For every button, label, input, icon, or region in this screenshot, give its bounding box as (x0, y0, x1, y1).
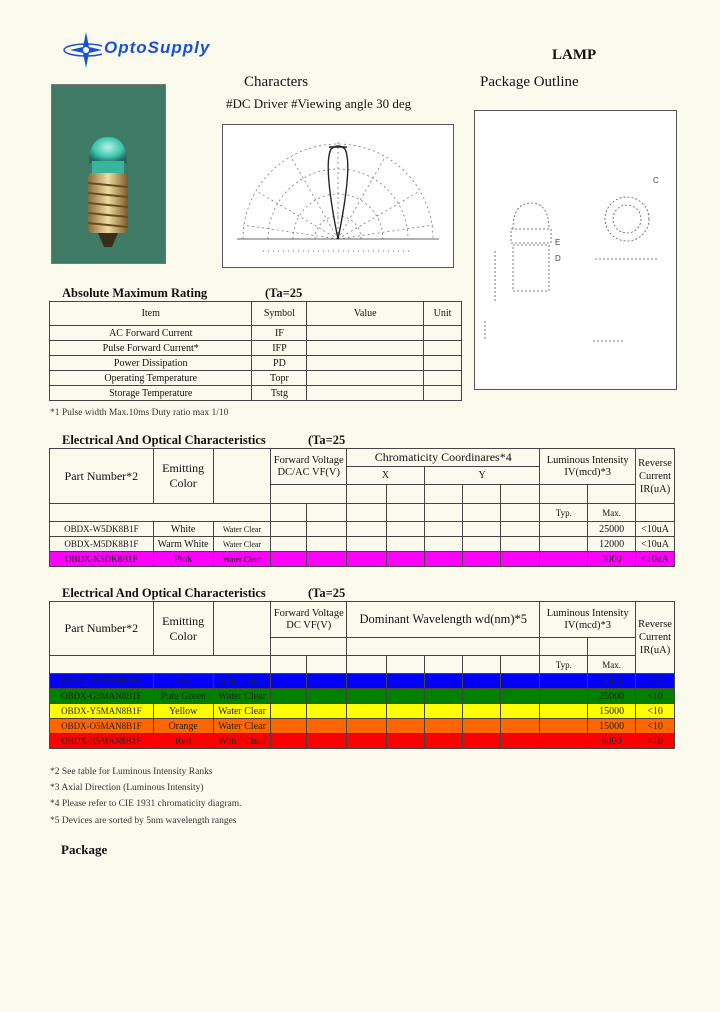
col-header-typ: Typ. (540, 656, 588, 674)
unit-cell (424, 341, 462, 356)
blank-cell (462, 704, 500, 719)
blank-cell (424, 674, 462, 689)
emit-cell: Pink (153, 552, 213, 567)
blank-cell (307, 552, 347, 567)
blank-cell (307, 656, 347, 674)
blank-cell (347, 537, 387, 552)
blank-cell (424, 704, 462, 719)
spec-row-blank (50, 504, 271, 522)
col-header-emit: Emitting Color (153, 449, 213, 504)
col-header-part: Part Number*2 (50, 449, 154, 504)
blank-cell (387, 689, 425, 704)
emit-cell: Blue (153, 674, 213, 689)
abs-max-condition: (Ta=25 (265, 286, 303, 300)
item-cell: Power Dissipation (50, 356, 252, 371)
blank-cell (424, 656, 462, 674)
ir-cell: <10 (636, 704, 675, 719)
blank-cell (424, 552, 462, 567)
blank-cell (307, 734, 347, 749)
blank-cell (387, 734, 425, 749)
table-row (50, 689, 675, 704)
max-cell: 3000 (588, 552, 636, 567)
blank-cell (387, 656, 425, 674)
blank-cell (424, 537, 462, 552)
col-header-chromaticity: Chromaticity Coordinares*4 (347, 449, 540, 467)
symbol-cell: PD (252, 356, 307, 371)
max-cell: 12000 (588, 537, 636, 552)
x-subheader (386, 485, 424, 504)
outline-graphic (475, 111, 676, 389)
y-subheader (500, 485, 540, 504)
lens-cell: Water Clear (213, 552, 271, 567)
blank-cell (424, 522, 462, 537)
ir-cell: <10 (636, 674, 675, 689)
lens-cell: Water Clear (213, 537, 271, 552)
ir-cell: <10uA (636, 522, 675, 537)
viewing-angle-diagram (222, 124, 454, 268)
y-subheader (424, 485, 462, 504)
blank-cell (540, 704, 588, 719)
item-cell: AC Forward Current (50, 326, 252, 341)
unit-cell (424, 326, 462, 341)
star-icon (62, 30, 102, 70)
col-header-typ: Typ. (540, 504, 588, 522)
footnote: *5 Devices are sorted by 5nm wavelength ranges (50, 816, 237, 826)
col-header-lens (213, 602, 271, 656)
col-header-item: Item (50, 302, 252, 326)
blank-cell (540, 674, 588, 689)
lens-cell: Water Clear (213, 719, 271, 734)
table-row (50, 326, 462, 341)
blank-cell (386, 504, 424, 522)
dim-label: D (555, 254, 561, 263)
blank-cell (540, 719, 588, 734)
footnote: *2 See table for Luminous Intensity Ranks (50, 767, 213, 777)
blank-cell (500, 734, 540, 749)
max-cell: 5000 (588, 674, 636, 689)
col-header-part: Part Number*2 (50, 602, 154, 656)
blank-cell (424, 689, 462, 704)
blank-cell (462, 734, 500, 749)
doc-type: LAMP (552, 47, 597, 63)
blank-cell (500, 719, 540, 734)
part-cell: OBDX-B5MAN8B1F (50, 674, 154, 689)
table-row (50, 704, 675, 719)
blank-cell (588, 638, 636, 656)
blank-cell (500, 689, 540, 704)
item-cell: Pulse Forward Current* (50, 341, 252, 356)
blank-cell (500, 656, 540, 674)
blank-cell (271, 504, 307, 522)
vf-subheader (271, 485, 347, 504)
value-cell (307, 356, 424, 371)
abs-max-note: *1 Pulse width Max.10ms Duty ratio max 1/10 (50, 408, 229, 418)
ir-cell: <10 (636, 689, 675, 704)
blank-cell (307, 704, 347, 719)
col-header-lens (213, 449, 271, 504)
abs-max-title: Absolute Maximum Rating (62, 286, 208, 300)
footnote: *4 Please refer to CIE 1931 chromaticity diagram. (50, 799, 242, 809)
unit-cell (424, 371, 462, 386)
col-header-y: Y (424, 467, 540, 485)
max-cell: 15000 (588, 719, 636, 734)
col-header-max-blank (588, 485, 636, 504)
blank-cell (424, 719, 462, 734)
ir-cell: <10uA (636, 537, 675, 552)
blank-cell (387, 719, 425, 734)
blank-cell (387, 704, 425, 719)
lens-cell: Water Clear (213, 734, 271, 749)
eo2-condition: (Ta=25 (308, 586, 346, 600)
blank-cell (462, 689, 500, 704)
blank-cell (462, 656, 500, 674)
x-subheader (347, 485, 387, 504)
blank-cell (462, 552, 500, 567)
ir-cell: <10 (636, 719, 675, 734)
col-header-typ-blank (540, 485, 588, 504)
blank-cell (347, 674, 387, 689)
emit-cell: White (153, 522, 213, 537)
lens-cell: Water Clear (213, 522, 271, 537)
blank-cell (271, 689, 307, 704)
max-cell: 25000 (588, 522, 636, 537)
blank-cell (347, 638, 540, 656)
item-cell: Storage Temperature (50, 386, 252, 401)
table-row (50, 341, 462, 356)
table-row (50, 719, 675, 734)
blank-cell (347, 704, 387, 719)
part-cell: OBDX-W5DK8B1F (50, 522, 154, 537)
part-cell: OBDX-K5DK8B1F (50, 552, 154, 567)
part-cell: OBDX-O5MAN8B1F (50, 719, 154, 734)
y-subheader (462, 485, 500, 504)
part-cell: OBDX-G5MAN8B1F (50, 689, 154, 704)
blank-cell (540, 689, 588, 704)
part-cell: OBDX-R5MAN8B1F (50, 734, 154, 749)
blank-cell (540, 638, 588, 656)
blank-cell (347, 689, 387, 704)
blank-cell (271, 552, 307, 567)
col-header-max: Max. (588, 504, 636, 522)
col-header-dominant: Dominant Wavelength wd(nm)*5 (347, 602, 540, 638)
max-cell: 15000 (588, 704, 636, 719)
lens-cell: Water Clear (213, 689, 271, 704)
table-row (50, 356, 462, 371)
blank-cell (500, 674, 540, 689)
blank-cell (386, 537, 424, 552)
eo1-title: Electrical And Optical Characteristics (62, 433, 266, 447)
blank-cell (271, 719, 307, 734)
emit-cell: Pure Green (153, 689, 213, 704)
brand-logo (62, 30, 292, 70)
blank-cell (307, 522, 347, 537)
abs-max-table (49, 301, 462, 401)
lens-cell: Water Clear (213, 704, 271, 719)
value-cell (307, 371, 424, 386)
blank-cell (500, 537, 540, 552)
blank-cell (500, 504, 540, 522)
blank-cell (271, 638, 347, 656)
dim-label: E (555, 238, 561, 247)
col-header-reverse: Reverse Current IR(uA) (636, 449, 675, 504)
blank-cell (307, 504, 347, 522)
table-row (50, 386, 462, 401)
max-cell: 25000 (588, 689, 636, 704)
blank-cell (387, 674, 425, 689)
package-outline-drawing (474, 110, 677, 390)
blank-cell (347, 656, 387, 674)
blank-cell (271, 522, 307, 537)
emit-cell: Orange (153, 719, 213, 734)
radiation-pattern-graphic (223, 125, 453, 267)
eo2-title: Electrical And Optical Characteristics (62, 586, 266, 600)
blank-cell (271, 537, 307, 552)
blank-cell (347, 719, 387, 734)
characters-heading: Characters (244, 74, 309, 90)
blank-cell (540, 522, 588, 537)
table-row (50, 537, 675, 552)
blank-cell (347, 504, 387, 522)
emit-cell: Warm White (153, 537, 213, 552)
dim-label: C (653, 176, 659, 185)
col-header-vf: Forward Voltage DC VF(V) (271, 602, 347, 638)
col-header-unit: Unit (424, 302, 462, 326)
col-header-symbol: Symbol (252, 302, 307, 326)
symbol-cell: IF (252, 326, 307, 341)
blank-cell (462, 537, 500, 552)
blank-cell (424, 504, 462, 522)
product-photo (51, 84, 166, 264)
package-title: Package (61, 842, 108, 857)
footnote: *3 Axial Direction (Luminous Intensity) (50, 783, 204, 793)
col-header-luminous: Luminous Intensity IV(mcd)*3 (540, 602, 636, 638)
table-row (50, 522, 675, 537)
col-header-reverse: Reverse Current IR(uA) (636, 602, 675, 674)
blank-cell (540, 552, 588, 567)
blank-cell (347, 522, 387, 537)
blank-cell (540, 734, 588, 749)
col-header-vf: Forward Voltage DC/AC VF(V) (271, 449, 347, 485)
symbol-cell: IFP (252, 341, 307, 356)
blank-cell (636, 504, 675, 522)
ir-cell: <10uA (636, 552, 675, 567)
eo1-table (49, 448, 675, 567)
blank-cell (500, 522, 540, 537)
max-cell: 5000 (588, 734, 636, 749)
symbol-cell: Tstg (252, 386, 307, 401)
blank-cell (424, 734, 462, 749)
characters-subline: #DC Driver #Viewing angle 30 deg (226, 96, 412, 111)
unit-cell (424, 356, 462, 371)
blank-cell (500, 704, 540, 719)
blank-cell (307, 537, 347, 552)
table-row (50, 371, 462, 386)
blank-cell (386, 522, 424, 537)
blank-cell (347, 552, 387, 567)
eo1-condition: (Ta=25 (308, 433, 346, 447)
blank-cell (307, 674, 347, 689)
part-cell: OBDX-M5DK8B1F (50, 537, 154, 552)
emit-cell: Red (153, 734, 213, 749)
ir-cell: <10 (636, 734, 675, 749)
eo2-table (49, 601, 675, 749)
blank-cell (271, 734, 307, 749)
value-cell (307, 386, 424, 401)
table-row (50, 552, 675, 567)
blank-cell (462, 522, 500, 537)
part-cell: OBDX-Y5MAN8B1F (50, 704, 154, 719)
col-header-value: Value (307, 302, 424, 326)
blank-cell (540, 537, 588, 552)
blank-cell (462, 504, 500, 522)
blank-cell (347, 734, 387, 749)
table-row (50, 674, 675, 689)
table-row (50, 734, 675, 749)
brand-name: OptoSupply (104, 38, 211, 57)
spec-row-blank (50, 656, 271, 674)
lens-cell: Water Clear (213, 674, 271, 689)
emit-cell: Yellow (153, 704, 213, 719)
unit-cell (424, 386, 462, 401)
value-cell (307, 326, 424, 341)
blank-cell (462, 674, 500, 689)
blank-cell (307, 689, 347, 704)
col-header-luminous: Luminous Intensity IV(mcd)*3 (540, 449, 636, 485)
col-header-x: X (347, 467, 425, 485)
blank-cell (271, 674, 307, 689)
blank-cell (386, 552, 424, 567)
blank-cell (462, 719, 500, 734)
blank-cell (271, 704, 307, 719)
package-outline-heading: Package Outline (480, 74, 579, 90)
blank-cell (307, 719, 347, 734)
item-cell: Operating Temperature (50, 371, 252, 386)
col-header-max: Max. (588, 656, 636, 674)
value-cell (307, 341, 424, 356)
blank-cell (271, 656, 307, 674)
col-header-emit: Emitting Color (153, 602, 213, 656)
blank-cell (500, 552, 540, 567)
symbol-cell: Topr (252, 371, 307, 386)
